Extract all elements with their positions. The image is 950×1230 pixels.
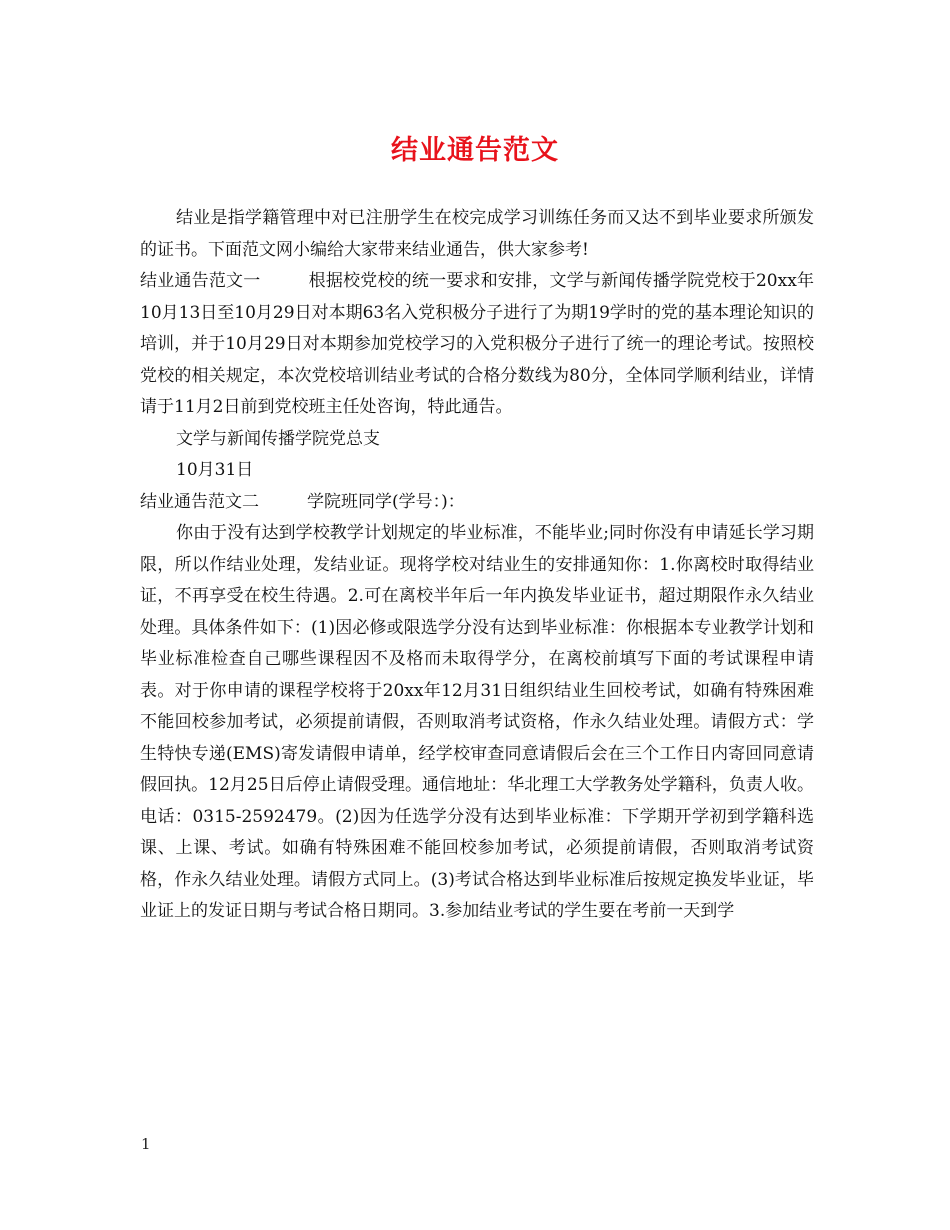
sample2-salutation: 学院班同学(学号：)： — [307, 491, 465, 512]
page-number: 1 — [141, 1135, 151, 1153]
sample2-label: 结业通告范文二 — [140, 491, 259, 512]
document-title: 结业通告范文 — [391, 135, 559, 166]
intro-paragraph: 结业是指学籍管理中对已注册学生在校完成学习训练任务而又达不到毕业要求所颁发的证书。下面范文网小编给大家带来结业通告，供大家参考! — [140, 208, 814, 260]
sample1-signature: 文学与新闻传播学院党总支 — [176, 428, 380, 449]
sample1-body: 根据校党校的统一要求和安排，文学与新闻传播学院党校于20xx年10月13日至10月29日对本期63名入党积极分子进行了为期19学时的党的基本理论知识的培训，并于10月29日对本期参加党校学习的入党积极分子进行了统一的理论考试。按照校党校的相关规定，本次党校培训结业考试的合格分数线为80分，全体同学顺利结业，详情请于11月2日前到党校班主任处咨询，特此通告。 — [140, 271, 814, 417]
sample1-paragraph — [140, 266, 814, 424]
document-body — [140, 203, 814, 928]
sample2-heading — [140, 487, 814, 519]
sample2-body: 你由于没有达到学校教学计划规定的毕业标准，不能毕业;同时你没有申请延长学习期限，所以作结业处理，发结业证。现将学校对结业生的安排通知你：1.你离校时取得结业证，不再享受在校生待遇。2.可在离校半年后一年内换发毕业证书，超过期限作永久结业处理。具体条件如下：(1)因必修或限选学分没有达到毕业标准：你根据本专业教学计划和毕业标准检查自己哪些课程因不及格而未取得学分，在离校前填写下面的考试课程申请表。对于你申请的课程学校将于20xx年12月31日组织结业生回校考试，如确有特殊困难不能回校参加考试，必须提前请假，否则取消考试资格，作永久结业处理。请假方式：学生特快专递(EMS)寄发请假申请单，经学校审查同意请假后会在三个工作日内寄回同意请假回执。12月25日后停止请假受理。通信地址：华北理工大学教务处学籍科，负责人收。电话：0315-2592479。(2)因为任选学分没有达到毕业标准：下学期开学初到学籍科选课、上课、考试。如确有特殊困难不能回校参加考试，必须提前请假，否则取消考试资格，作永久结业处理。请假方式同上。(3)考试合格达到毕业标准后按规定换发毕业证，毕业证上的发证日期与考试合格日期同。3.参加结业考试的学生要在考前一天到学 — [140, 523, 814, 921]
sample1-label: 结业通告范文一 — [140, 271, 261, 291]
sample1-date: 10月31日 — [176, 460, 254, 480]
